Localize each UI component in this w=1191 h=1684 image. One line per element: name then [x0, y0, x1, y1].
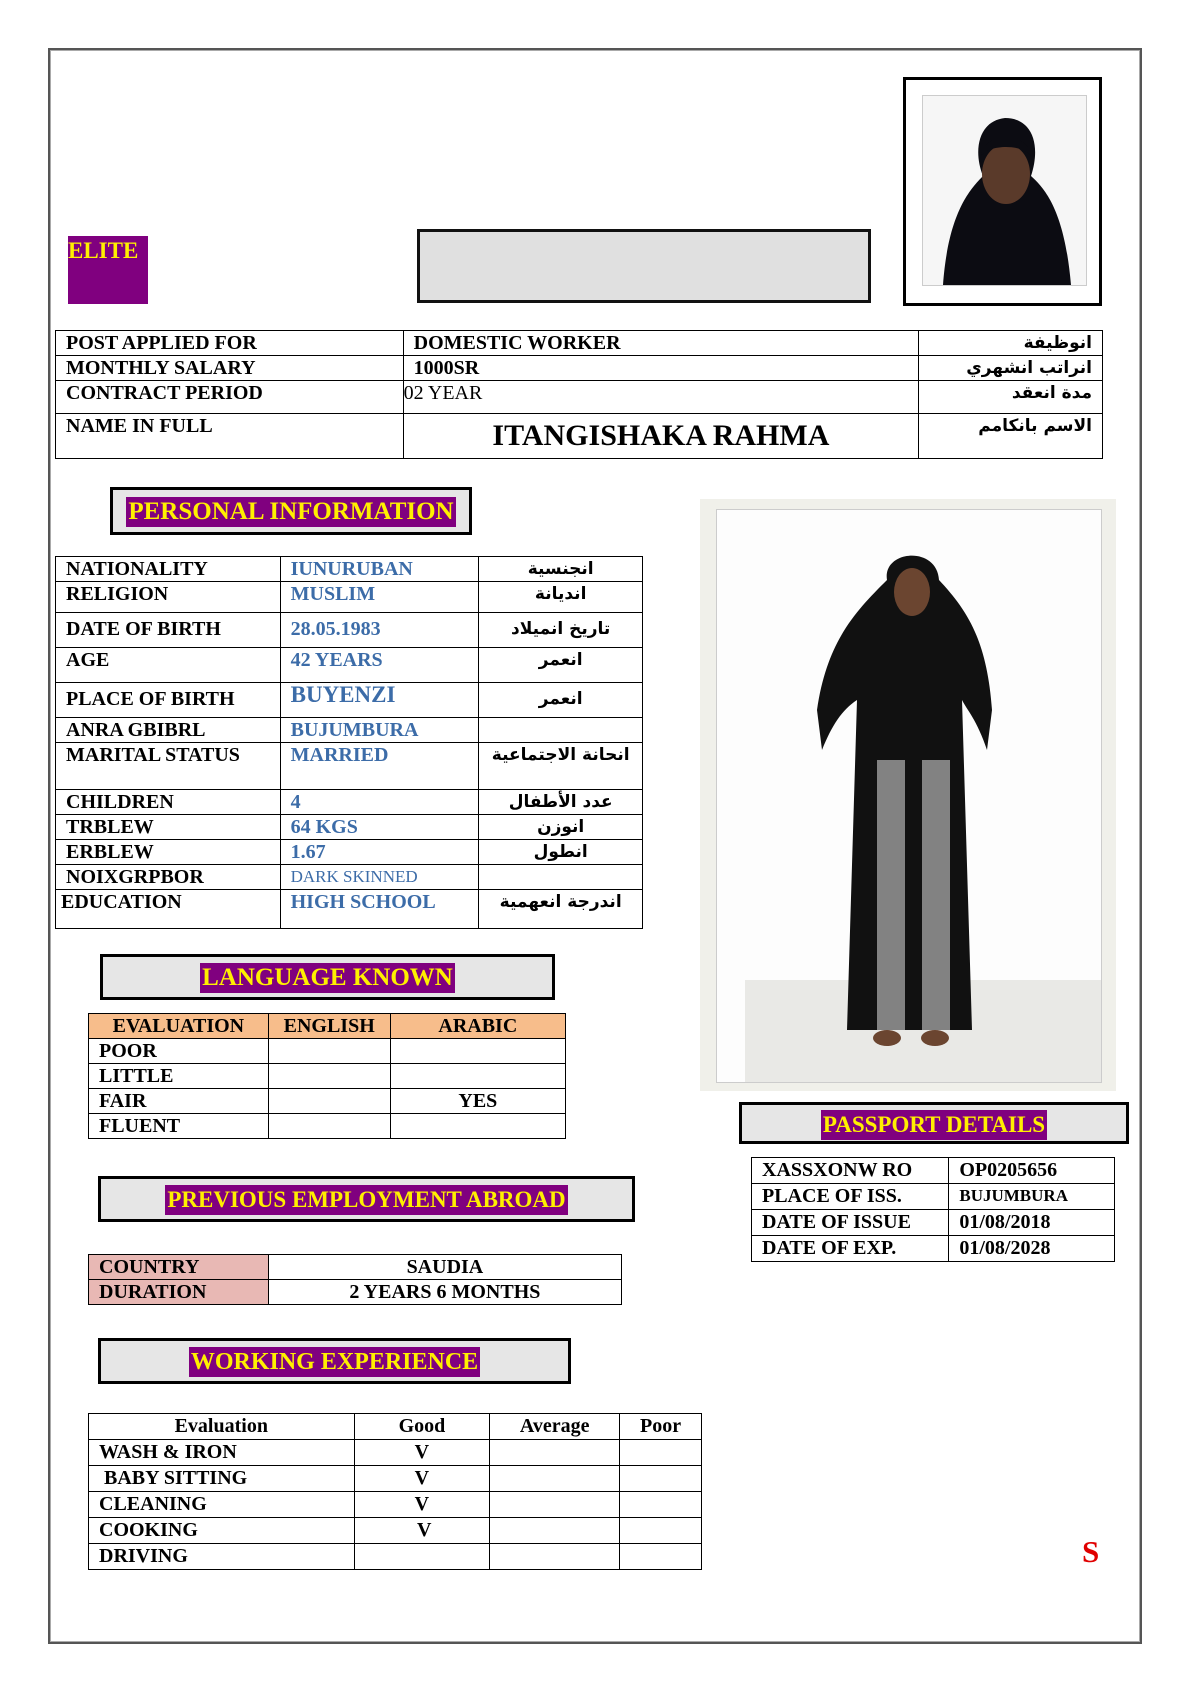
employment-label: DURATION: [89, 1280, 269, 1305]
table-row: [89, 1280, 622, 1305]
field-arabic-label: انوظيفة: [919, 331, 1103, 356]
average-cell: [490, 1466, 620, 1492]
table-header-row: [89, 1014, 566, 1039]
arabic-cell: [390, 1039, 565, 1064]
row-label: DATE OF BIRTH: [56, 613, 281, 648]
passport-label: DATE OF ISSUE: [752, 1210, 949, 1236]
language-heading: [100, 954, 555, 1000]
row-arabic: انجنسية: [479, 557, 643, 582]
column-header: Good: [354, 1414, 490, 1440]
row-arabic: [479, 865, 643, 890]
table-row: [56, 890, 643, 929]
field-value: 02 YEAR: [403, 381, 919, 414]
arabic-cell: YES: [390, 1089, 565, 1114]
table-row: [752, 1236, 1115, 1262]
good-cell: V: [354, 1492, 490, 1518]
field-arabic-label: الاسم بانكامم: [919, 414, 1103, 459]
passport-label: PLACE OF ISS.: [752, 1184, 949, 1210]
table-row: [89, 1466, 702, 1492]
good-cell: V: [354, 1440, 490, 1466]
table-row: [56, 582, 643, 613]
poor-cell: [620, 1492, 702, 1518]
row-value: 64 KGS: [280, 815, 479, 840]
average-cell: [490, 1518, 620, 1544]
employment-label: COUNTRY: [89, 1255, 269, 1280]
skill-label: BABY SITTING: [89, 1466, 355, 1492]
passport-value: 01/08/2018: [949, 1210, 1115, 1236]
poor-cell: [620, 1544, 702, 1570]
table-row: [56, 414, 1103, 459]
row-label: PLACE OF BIRTH: [56, 683, 281, 718]
passport-value: BUJUMBURA: [949, 1184, 1115, 1210]
footer-mark: S: [1082, 1534, 1100, 1569]
row-value: 1.67: [280, 840, 479, 865]
row-value: MUSLIM: [280, 582, 479, 613]
previous-employment-table: [88, 1254, 622, 1305]
good-cell: [354, 1544, 490, 1570]
row-arabic: [479, 718, 643, 743]
field-label: POST APPLIED FOR: [56, 331, 404, 356]
row-label: AGE: [56, 648, 281, 683]
field-value: 1000SR: [403, 356, 919, 381]
row-arabic: تاريخ انميلاد: [479, 613, 643, 648]
english-cell: [268, 1039, 390, 1064]
table-row: [89, 1255, 622, 1280]
passport-value: OP0205656: [949, 1158, 1115, 1184]
table-row: [752, 1210, 1115, 1236]
column-header: Poor: [620, 1414, 702, 1440]
level-label: POOR: [89, 1039, 269, 1064]
table-row: [56, 648, 643, 683]
poor-cell: [620, 1466, 702, 1492]
field-label: CONTRACT PERIOD: [56, 381, 404, 414]
poor-cell: [620, 1518, 702, 1544]
table-row: [56, 865, 643, 890]
section-title: PREVIOUS EMPLOYMENT ABROAD: [165, 1185, 567, 1215]
arabic-cell: [390, 1114, 565, 1139]
skill-label: CLEANING: [89, 1492, 355, 1518]
skill-label: DRIVING: [89, 1544, 355, 1570]
working-experience-heading: [98, 1338, 571, 1384]
row-arabic: انوزن: [479, 815, 643, 840]
table-row: [89, 1064, 566, 1089]
table-row: [752, 1184, 1115, 1210]
poor-cell: [620, 1440, 702, 1466]
table-row: [89, 1492, 702, 1518]
row-value: MARRIED: [280, 743, 479, 790]
passport-value: 01/08/2028: [949, 1236, 1115, 1262]
full-body-image: [717, 510, 1101, 1082]
section-title: LANGUAGE KNOWN: [202, 964, 453, 991]
row-arabic: انحانة الاجتماعية: [479, 743, 643, 790]
level-label: FLUENT: [89, 1114, 269, 1139]
english-cell: [268, 1114, 390, 1139]
good-cell: V: [354, 1518, 490, 1544]
table-row: [56, 683, 643, 718]
row-value: IUNURUBAN: [280, 557, 479, 582]
working-experience-table: [88, 1413, 702, 1570]
table-row: [89, 1518, 702, 1544]
column-header: ARABIC: [390, 1014, 565, 1039]
table-row: [56, 840, 643, 865]
arabic-cell: [390, 1064, 565, 1089]
row-arabic: انطول: [479, 840, 643, 865]
table-row: [56, 743, 643, 790]
field-label: MONTHLY SALARY: [56, 356, 404, 381]
level-label: LITTLE: [89, 1064, 269, 1089]
employment-value: 2 YEARS 6 MONTHS: [268, 1280, 621, 1305]
table-row: [56, 331, 1103, 356]
full-body-photo: [700, 499, 1116, 1091]
row-label: RELIGION: [56, 582, 281, 613]
position-table: [55, 330, 1103, 459]
average-cell: [490, 1492, 620, 1518]
row-label: NOIXGRPBOR: [56, 865, 281, 890]
field-arabic-label: انراتب انشهري: [919, 356, 1103, 381]
table-row: [89, 1089, 566, 1114]
row-label: CHILDREN: [56, 790, 281, 815]
row-label: MARITAL STATUS: [56, 743, 281, 790]
row-value: BUJUMBURA: [280, 718, 479, 743]
table-row: [89, 1039, 566, 1064]
table-row: [56, 381, 1103, 414]
row-value: DARK SKINNED: [280, 865, 479, 890]
good-cell: V: [354, 1466, 490, 1492]
row-label: ERBLEW: [56, 840, 281, 865]
table-row: [56, 790, 643, 815]
table-row: [89, 1114, 566, 1139]
column-header: ENGLISH: [268, 1014, 390, 1039]
table-row: [56, 356, 1103, 381]
table-row: [56, 557, 643, 582]
passport-label: DATE OF EXP.: [752, 1236, 949, 1262]
row-value: 4: [280, 790, 479, 815]
table-row: [56, 613, 643, 648]
average-cell: [490, 1440, 620, 1466]
level-label: FAIR: [89, 1089, 269, 1114]
row-arabic: انعمر: [479, 683, 643, 718]
row-arabic: انعمر: [479, 648, 643, 683]
row-value: 42 YEARS: [280, 648, 479, 683]
table-row: [56, 718, 643, 743]
row-arabic: انديانة: [479, 582, 643, 613]
field-label: NAME IN FULL: [56, 414, 404, 459]
row-arabic: اندرجة انعهمية: [479, 890, 643, 929]
section-title: PASSPORT DETAILS: [821, 1110, 1047, 1140]
table-row: [89, 1440, 702, 1466]
field-value: DOMESTIC WORKER: [403, 331, 919, 356]
row-value: 28.05.1983: [280, 613, 479, 648]
table-row: [752, 1158, 1115, 1184]
employment-value: SAUDIA: [268, 1255, 621, 1280]
column-header: EVALUATION: [89, 1014, 269, 1039]
portrait-photo: [903, 77, 1102, 306]
row-value: HIGH SCHOOL: [280, 890, 479, 929]
language-table: [88, 1013, 566, 1139]
full-name-value: ITANGISHAKA RAHMA: [403, 414, 919, 459]
portrait-image: [923, 96, 1086, 285]
agency-badge: ELITE: [68, 236, 148, 304]
table-header-row: [89, 1414, 702, 1440]
personal-info-heading: [110, 487, 472, 535]
blank-header-box: [417, 229, 871, 303]
skill-label: WASH & IRON: [89, 1440, 355, 1466]
average-cell: [490, 1544, 620, 1570]
column-header: Evaluation: [89, 1414, 355, 1440]
table-row: [89, 1544, 702, 1570]
section-title: PERSONAL INFORMATION: [128, 498, 454, 525]
field-arabic-label: مدة انعقد: [919, 381, 1103, 414]
passport-label: XASSXONW RO: [752, 1158, 949, 1184]
row-label: TRBLEW: [56, 815, 281, 840]
passport-heading: [739, 1102, 1129, 1144]
previous-employment-heading: [98, 1176, 635, 1222]
row-label: ANRA GBIBRL: [56, 718, 281, 743]
passport-table: [751, 1157, 1115, 1262]
english-cell: [268, 1089, 390, 1114]
row-value: BUYENZI: [280, 683, 479, 718]
personal-info-table: [55, 556, 643, 929]
row-label: EDUCATION: [56, 890, 281, 929]
section-title: WORKING EXPERIENCE: [190, 1349, 479, 1375]
skill-label: COOKING: [89, 1518, 355, 1544]
english-cell: [268, 1064, 390, 1089]
row-arabic: عدد الأطفال: [479, 790, 643, 815]
row-label: NATIONALITY: [56, 557, 281, 582]
table-row: [56, 815, 643, 840]
column-header: Average: [490, 1414, 620, 1440]
